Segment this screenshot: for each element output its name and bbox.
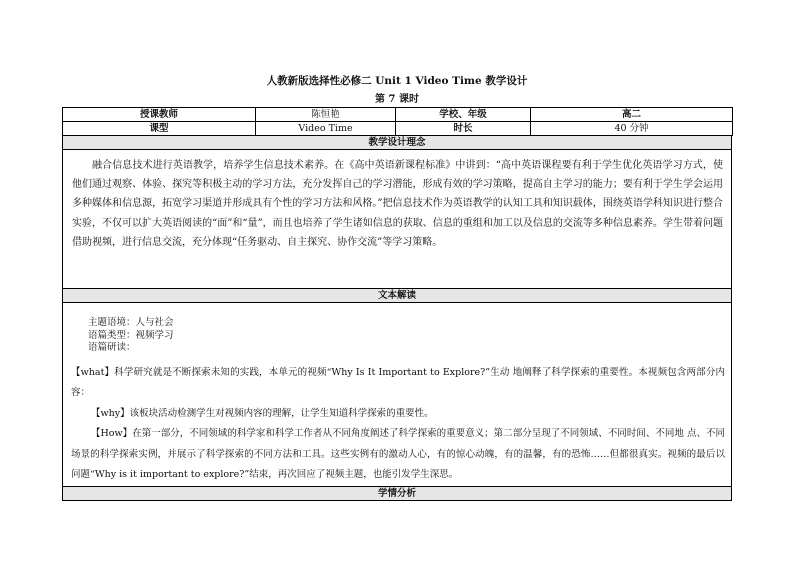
discourse-type: 语篇类型：视频学习: [88, 329, 174, 341]
why-paragraph: [71, 404, 725, 425]
philosophy-text: 融合信息技术进行英语教学，培养学生信息技术素养。在《高中英语新课程标准》中讲到：“高中英语课程要有利于学生优化英语学习方式，使他们通过观察、体验、探究等积极主动的学习方法，充分发挥自己的学习潜能，形成有效的学习策略，提高自主学习的能力；要有利于学生学会运用多种媒体和信息源，拓宽学习渠道并形成具有个性的学习方法和风格。”把信息技术作为英语教学的认知工具和知识载体，围绕英语学科知识进行整合实验，不仅可以扩大英语阅读的“面”和“量”，而且也培养了学生诸如信息的获取、信息的重组和加工以及信息的交流等多种信息素养。学生带着问题借助视频，进行信息交流，充分体现“任务驱动、自主探究、协作交流”等学习策略。: [72, 160, 723, 248]
text-interpretation-row: [63, 303, 732, 487]
school-grade-value: 高二: [531, 108, 733, 122]
philosophy-heading: 教学设计理念: [63, 136, 732, 150]
info-row-type: [63, 122, 733, 136]
philosophy-cell: [63, 150, 732, 289]
teacher-label: 授课教师: [63, 108, 256, 122]
duration-value: 40 分钟: [531, 122, 733, 136]
theme-context: 主题语境：人与社会: [88, 317, 174, 328]
how-tag: 【How】: [91, 428, 133, 439]
section-heading-row: [63, 289, 732, 303]
philosophy-row: [63, 150, 732, 289]
section-heading-row: [63, 486, 732, 500]
lesson-design-table: [62, 135, 732, 501]
lesson-type-value: Video Time: [256, 122, 396, 136]
lesson-type-label: 课型: [63, 122, 256, 136]
what-text: 科学研究就是不断探索未知的实践，本单元的视频“Why Is It Important to Explore?”生动 地阐释了科学探索的重要性。本视频包含两部分内容：: [71, 366, 725, 398]
discourse-study: 语篇研读：: [88, 342, 136, 353]
document-title: 人教新版选择性必修二 Unit 1 Video Time 教学设计: [266, 75, 528, 87]
text-interpretation-cell: [63, 303, 732, 487]
lesson-number: 第 7 课时: [375, 94, 419, 105]
teacher-value: 陈恒艳: [256, 108, 396, 122]
why-text: 该板块活动检测学生对视频内容的理解，让学生知道科学探索的重要性。: [129, 407, 434, 419]
section-heading-row: [63, 136, 732, 150]
how-paragraph: [71, 424, 725, 486]
school-grade-label: 学校、年级: [396, 108, 531, 122]
lesson-info-table: [62, 107, 733, 136]
info-row-teacher: [63, 108, 733, 122]
why-tag: 【why】: [91, 407, 130, 419]
what-tag: 【what】: [71, 366, 115, 378]
what-paragraph: [71, 363, 725, 404]
text-interpretation-heading: 文本解读: [63, 289, 732, 303]
how-text: 在第一部分，不同领域的科学家和科学工作者从不同角度阐述了科学探索的重要意义；第二部分呈现了不同领域、不同时间、不同地 点、不同场景的科学探索实例，并展示了科学探索的不同方法和工具。这些实例有的激动人心，有的惊心动魄，有的温馨，有的恐怖……但都很真实。视频的最后以问题“Why is it important to explore?”结束，再次回应了视频主题，也能引发学生深思。: [71, 428, 725, 480]
learner-analysis-heading: 学情分析: [63, 486, 732, 500]
duration-label: 时长: [396, 122, 531, 136]
